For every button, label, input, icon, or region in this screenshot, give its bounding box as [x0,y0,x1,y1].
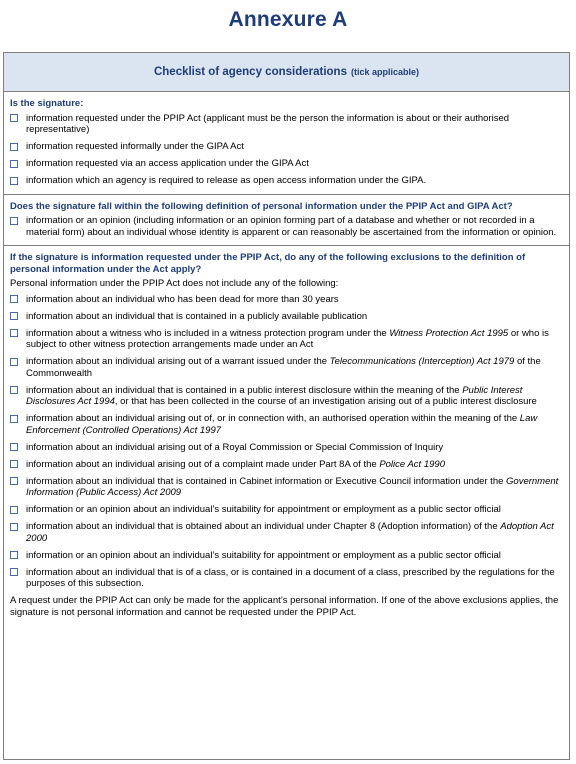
checkbox[interactable] [10,177,18,185]
item-text-segment: information about an individual that is contained in Cabinet information or Executive Council information under the [26,475,507,487]
checklist-item-text [26,113,564,136]
checkbox[interactable] [10,160,18,168]
checklist-header-note: (tick applicable) [350,67,420,77]
section-footer-note: A request under the PPIP Act can only be made for the applicant’s personal information. If one of the above exclusions applies, the signature is not personal information and cannot be requested under the PPIP Act. [10,595,559,618]
checklist-item-text [26,311,564,323]
checkbox[interactable] [10,295,18,303]
checklist-item-text [26,158,564,170]
checkbox[interactable] [10,329,18,337]
checklist-item [10,311,564,323]
checklist-item-text [26,294,564,306]
checklist-item-text [26,413,564,436]
checklist-sections [4,92,569,623]
item-text-segment: , or that has been collected in the course of an investigation arising out of a public interest disclosure [114,396,537,407]
item-text-segment: information about a witness who is included in a witness protection program under the [26,327,390,339]
item-text-segment: information requested under the PPIP Act (applicant must be the person the information is about or their authorised representative) [26,112,510,135]
item-text-segment: information or an opinion (including information or an opinion forming part of a database and whether or not recorded in a material form) about an individual whose identity is apparent or can reasonably be ascertained from the information or opinion. [26,215,557,238]
checklist-item-text [26,567,564,590]
checkbox[interactable] [10,217,18,225]
act-title: Telecommunications (Interception) Act 1979 [329,356,515,367]
item-text-segment: information about an individual arising out of a Royal Commission or Special Commission of Inquiry [26,441,444,453]
checklist-item [10,567,564,590]
checklist-item-text [26,476,564,499]
checkbox[interactable] [10,477,18,485]
checklist-section [4,195,569,247]
checkbox[interactable] [10,358,18,366]
item-text-segment: information about an individual that is contained in a publicly available publication [26,310,368,322]
checklist-item [10,294,564,306]
checklist-item [10,328,564,351]
checklist-item [10,356,564,379]
act-title: Public Interest Disclosures Act 1994 [26,384,523,407]
checkbox[interactable] [10,551,18,559]
section-intro: Personal information under the PPIP Act does not include any of the following: [10,278,339,289]
item-text-segment: information which an agency is required to release as open access information under the GIPA. [26,175,427,186]
checklist-item-text [26,175,564,187]
item-text-segment: of the Commonwealth [26,356,541,379]
item-text-segment: information about an individual that is of a class, or is contained in a document of a class, prescribed by the regulations for the purposes of this subsection. [26,566,555,589]
section-question: Is the signature: [10,98,84,109]
checkbox[interactable] [10,443,18,451]
act-title: Adoption Act 2000 [26,521,554,544]
checklist-item [10,141,564,153]
item-text-segment: information requested informally under the GIPA Act [26,141,244,152]
checklist-item [10,175,564,187]
checklist-item [10,504,564,516]
checklist-item-text [26,141,564,153]
checklist-item-text [26,442,564,454]
item-text-segment: information about an individual arising out of, or in connection with, an authorised operation within the meaning of the [26,413,520,424]
checklist-item-text [26,356,564,379]
page-title: Annexure A [228,8,348,31]
item-text-segment: information about an individual that is obtained about an individual under Chapter 8 (Adoption information) of the [26,521,501,532]
checklist-item [10,521,564,544]
section-question: Does the signature fall within the following definition of personal information under the PPIP Act and GIPA Act? [10,200,513,212]
item-text-segment: information about an individual arising out of a complaint made under Part 8A of the [26,458,380,470]
checklist-item [10,413,564,436]
item-text-segment: information about an individual arising out of a warrant issued under the [26,356,330,367]
checkbox[interactable] [10,114,18,122]
item-text-segment: information requested via an access application under the GIPA Act [26,158,309,169]
checkbox[interactable] [10,312,18,320]
checklist-item [10,442,564,454]
item-text-segment: or who is subject to other witness protection arrangements made under an Act [26,327,549,350]
checkbox[interactable] [10,460,18,468]
checklist-item [10,550,564,562]
checklist-section [4,246,569,623]
act-title: Law Enforcement (Controlled Operations) Act 1997 [26,413,538,436]
checklist-item-text [26,550,564,562]
checkbox[interactable] [10,143,18,151]
act-title: Police Act 1990 [379,458,445,470]
act-title: Witness Protection Act 1995 [389,327,509,339]
checklist-item [10,459,564,471]
act-title: Government Information (Public Access) Act 2009 [26,475,559,498]
item-text-segment: information or an opinion about an individual’s suitability for appointment or employment as a public sector official [26,504,501,515]
checklist-item-text [26,459,564,471]
checklist-item-text [26,504,564,516]
checklist-item-text [26,215,564,238]
checklist-item [10,215,564,238]
checklist-item-text [26,385,564,408]
checklist-item-text [26,328,564,351]
checklist-header-title: Checklist of agency considerations [153,66,347,78]
checklist-table [3,52,570,760]
checkbox[interactable] [10,386,18,394]
item-text-segment: information or an opinion about an individual’s suitability for appointment or employment as a public sector official [26,549,501,561]
checklist-item [10,385,564,408]
section-question: If the signature is information requested under the PPIP Act, do any of the following exclusions to the definition of personal information under the Act apply? [10,252,526,275]
checklist-item [10,113,564,136]
checkbox[interactable] [10,506,18,514]
checklist-item-text [26,521,564,544]
checklist-item [10,476,564,499]
checklist-header [4,53,569,92]
item-text-segment: information about an individual who has been dead for more than 30 years [26,293,339,305]
item-text-segment: information about an individual that is contained in a public interest disclosure within the meaning of the [26,384,463,396]
checkbox[interactable] [10,568,18,576]
checklist-section [4,92,569,195]
checkbox[interactable] [10,523,18,531]
checkbox[interactable] [10,415,18,423]
checklist-item [10,158,564,170]
